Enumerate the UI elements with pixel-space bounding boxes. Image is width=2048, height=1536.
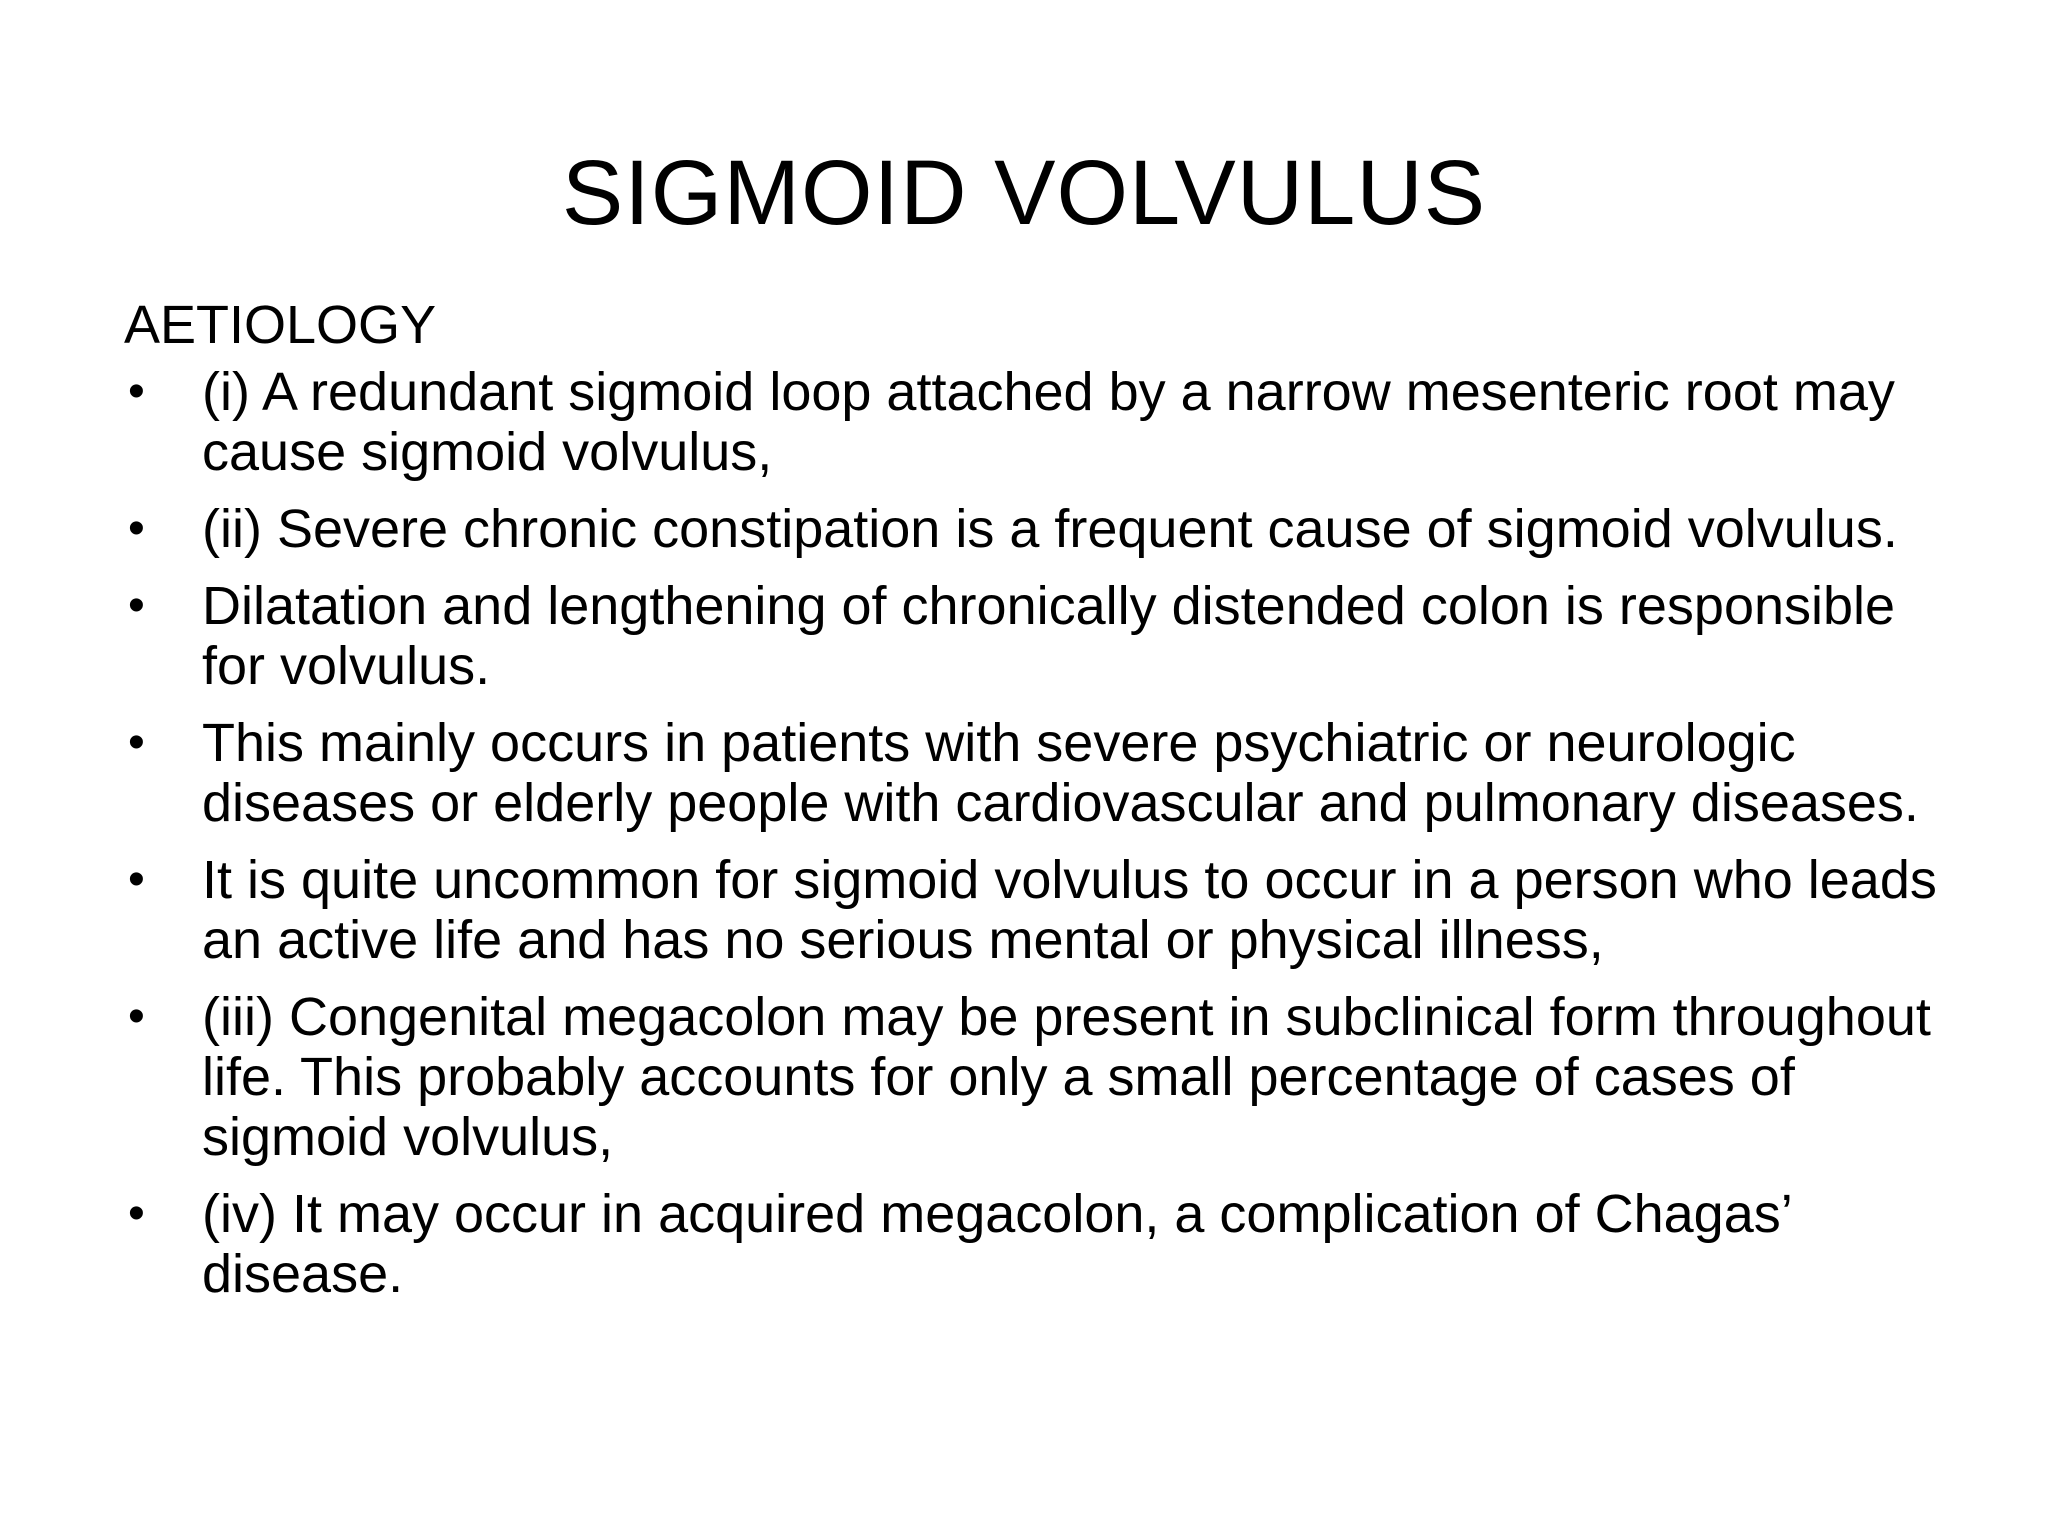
bullet-item (124, 499, 1964, 559)
bullet-icon: • (128, 579, 145, 632)
bullet-icon: • (128, 365, 145, 418)
bullet-icon: • (128, 716, 145, 769)
bullet-list (124, 362, 1964, 1304)
bullet-icon: • (128, 853, 145, 906)
bullet-item (124, 1184, 1964, 1304)
bullet-text: (ii) Severe chronic constipation is a frequent cause of sigmoid volvulus. (202, 499, 1898, 559)
bullet-item (124, 850, 1964, 970)
bullet-icon: • (128, 990, 145, 1043)
bullet-text: (iv) It may occur in acquired megacolon, a complication of Chagas’ disease. (202, 1184, 1791, 1304)
section-heading: AETIOLOGY (124, 295, 437, 355)
slide-title: SIGMOID VOLVULUS (561, 142, 1487, 244)
bullet-text: Dilatation and lengthening of chronically distended colon is responsible for volvulus. (202, 576, 1896, 696)
bullet-text: (i) A redundant sigmoid loop attached by a narrow mesenteric root may cause sigmoid volvulus, (202, 362, 1895, 482)
bullet-text: It is quite uncommon for sigmoid volvulus to occur in a person who leads an active life and has no serious mental or physical illness, (202, 850, 1937, 970)
bullet-text: (iii) Congenital megacolon may be present in subclinical form throughout life. This probably accounts for only a small percentage of cases of sigmoid volvulus, (202, 987, 1931, 1167)
bullet-text: This mainly occurs in patients with severe psychiatric or neurologic diseases or elderly people with cardiovascular and pulmonary diseases. (202, 713, 1919, 833)
slide-body (124, 294, 1964, 1321)
bullet-item (124, 987, 1964, 1167)
bullet-item (124, 362, 1964, 482)
bullet-item (124, 713, 1964, 833)
bullet-icon: • (128, 502, 145, 555)
bullet-icon: • (128, 1187, 145, 1240)
bullet-item (124, 576, 1964, 696)
